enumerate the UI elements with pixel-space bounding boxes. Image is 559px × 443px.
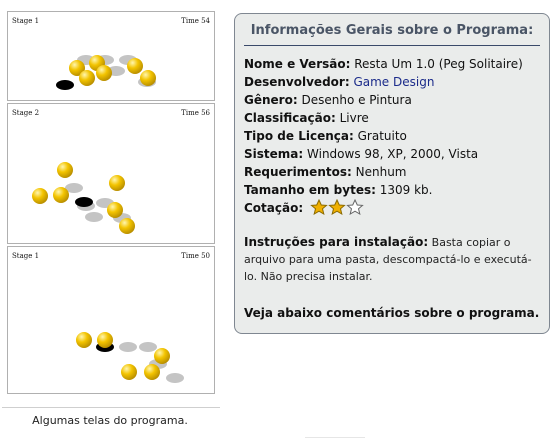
star-outline-icon xyxy=(347,200,362,214)
screenshots-caption: Algumas telas do programa. xyxy=(32,414,188,427)
board-image xyxy=(8,12,216,102)
screenshot-stage-2 xyxy=(7,103,215,244)
field-developer: Desenvolvedor: Game Design xyxy=(244,75,435,89)
title-divider xyxy=(244,45,540,46)
board-image xyxy=(8,104,216,245)
caption-divider xyxy=(2,407,220,408)
developer-link[interactable]: Game Design xyxy=(353,75,435,89)
time-label: Time 54 xyxy=(181,17,210,25)
star-icon xyxy=(329,200,344,214)
info-fields xyxy=(244,55,544,217)
faint-divider xyxy=(305,437,365,438)
field-name-version: Nome e Versão: Resta Um 1.0 (Peg Solitaire) xyxy=(244,57,523,71)
program-info-box xyxy=(234,13,550,334)
field-size: Tamanho em bytes: 1309 kb. xyxy=(244,183,433,197)
screenshot-stage-1-alt xyxy=(7,246,215,394)
time-label: Time 50 xyxy=(181,252,210,260)
field-genre: Gênero: Desenho e Pintura xyxy=(244,93,412,107)
stage-label: Stage 1 xyxy=(12,252,40,260)
field-system: Sistema: Windows 98, XP, 2000, Vista xyxy=(244,147,479,161)
time-label: Time 56 xyxy=(181,109,210,117)
comments-note: Veja abaixo comentários sobre o programa. xyxy=(244,306,540,320)
field-classification: Classificação: Livre xyxy=(244,111,369,125)
info-title: Informações Gerais sobre o Programa: xyxy=(250,23,534,38)
star-icon xyxy=(311,200,326,214)
install-instructions: Instruções para instalação: Basta copiar o arquivo para uma pasta, descompactá-lo e executá-lo. Não precisa instalar. xyxy=(244,235,532,283)
field-license: Tipo de Licença: Gratuito xyxy=(244,129,407,143)
stage-label: Stage 2 xyxy=(12,109,40,117)
field-rating: Cotação: xyxy=(244,199,544,217)
screenshot-stage-1 xyxy=(7,11,215,101)
rating-stars xyxy=(310,199,366,215)
board-image xyxy=(8,247,216,395)
screenshots-column xyxy=(0,0,220,443)
stage-label: Stage 1 xyxy=(12,17,40,25)
field-requirements: Requerimentos: Nenhum xyxy=(244,165,407,179)
